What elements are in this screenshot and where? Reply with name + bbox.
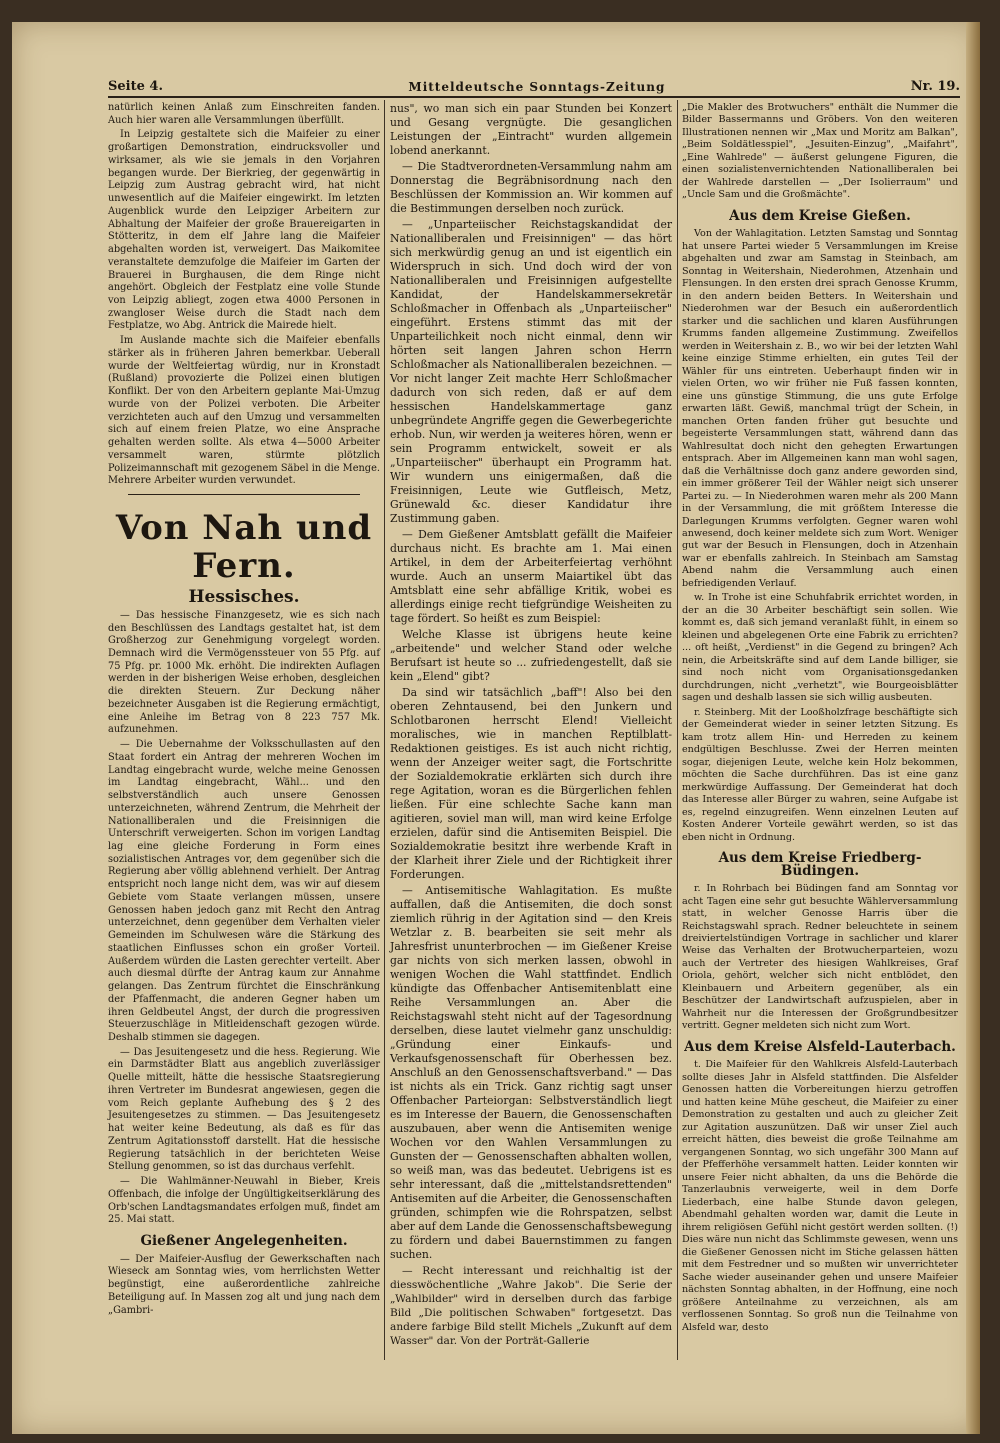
column-1 [108,102,380,1319]
newspaper-title: Mitteldeutsche Sonntags-Zeitung [408,80,666,94]
paragraph: w. In Trohe ist eine Schuhfabrik errichtet worden, in der an die 30 Arbeiter beschäftigt sein sollen. Wie kommt es, daß sich jemand veranlaßt fühlt, in einem so kleinen und abgelegenen Orte eine Fabrik zu errichten? ... oft heißt, „Verdienst" in die Gegend zu bringen? Ach nein, die Arbeitskräfte sind auf dem Lande billiger, sie sind noch nicht vom Organisationsgedanken durchdrungen, nicht „verhetzt", wie Bourgeoisblätter sagen und deshalb lassen sie sich willig ausbeuten. [682,592,958,704]
paragraph: — Recht interessant und reichhaltig ist der diesswöchentliche „Wahre Jakob". Die Serie der „Wahlbilder" wird in derselben durch das farbige Bild „Die politischen Schwaben" fortgesetzt. Das andere farbige Bild stellt Michels „Zukunft auf dem Wasser" dar. Von der Porträt-Gallerie [390,1265,672,1347]
paragraph: — Der Maifeier-Ausflug der Gewerkschaften nach Wieseck am Sonntag wies, vom herrlichsten Wetter begünstigt, eine außerordentliche zahlreiche Beteiligung auf. In Massen zog alt und jung nach dem „Gambri- [108,1253,380,1316]
column-2 [390,102,672,1350]
paragraph: natürlich keinen Anlaß zum Einschreiten fanden. Auch hier waren alle Versammlungen überfüllt. [108,102,380,126]
page-number: Seite 4. [108,79,163,94]
column-divider-1 [384,100,385,1360]
quoted-paragraph: Welche Klasse ist übrigens heute keine „arbeitende" und welcher Stand oder welche Berufsart ist heute so ... zufriedengestellt, daß sie kein „Elend" gibt? [390,628,672,683]
paragraph: Im Auslande machte sich die Maifeier ebenfalls stärker als in früheren Jahren bemerkbar. Ueberall wurde der Weltfeiertag würdig, nur in Kronstadt (Rußland) provozierte die Polizei einen blutigen Konflikt. Der von den Arbeitern geplante Mai-Umzug wurde von der Polizei verboten. Die Arbeiter verzichteten auch auf den Umzug und versammelten sich auf einem freien Platze, wo eine Ansprache gehalten werden sollte. Als etwa 4—5000 Arbeiter versammelt waren, stürmte plötzlich Polizeimannschaft mit gezogenem Säbel in die Menge. Mehrere Arbeiter wurden verwundet. [108,335,380,487]
paragraph: r. In Rohrbach bei Büdingen fand am Sonntag vor acht Tagen eine sehr gut besuchte Wählerversammlung statt, in welcher Genosse Harris über die Reichstagswahl sprach. Redner beleuchtete in seinem dreiviertelstündigen Vortrage in sachlicher und klarer Weise das Verhalten der Brotwucherparteien, wozu auch der Vertreter des hiesigen Wahlkreises, Graf Oriola, gehört, welcher sich nicht entblödet, den Kleinbauern und Arbeitern gegenüber, als ein Beschützer der Landwirtschaft aufzuspielen, aber in Wahrheit nur die Interessen der Großgrundbesitzer vertritt. Gegner meldeten sich nicht zum Wort. [682,883,958,1032]
paragraph: Von der Wahlagitation. Letzten Samstag und Sonntag hat unsere Partei wieder 5 Versammlungen im Kreise abgehalten und zwar am Samstag in Steinbach, am Sonntag in Weitershain, Niederohmen, Atzenhain und Flensungen. In den ersten drei sprach Genosse Krumm, in den andern beiden Betters. In Weitershain und Niederohmen war der Besuch ein außerordentlich starker und die sachlichen und klaren Ausführungen Krumms fanden allgemeine Zustimmung. Zweifellos werden in Weitershain z. B., wo wir bei der letzten Wahl keine einzige Stimme erhielten, ein gutes Teil der Wähler für uns eintreten. Ueberhaupt finden wir in vielen Orten, wo wir früher nie Fuß fassen konnten, eine uns günstige Stimmung, die uns gute Erfolge erwarten läßt. Gewiß, manchmal trügt der Schein, in manchen Orten fanden früher gut besuchte und begeisterte Versammlungen statt, während dann das Wahlresultat doch nicht den gehegten Erwartungen entsprach. Aber im Allgemeinen kann man wohl sagen, daß die Verhältnisse doch ganz andere geworden sind, ein immer größerer Teil der Wähler neigt sich unserer Partei zu. — In Niederohmen waren mehr als 200 Mann in der Versammlung, die mit größtem Interesse die Darlegungen Krumms verfolgten. Gegner waren wohl anwesend, doch keiner meldete sich zum Wort. Weniger gut war der Besuch in Flensungen, doch in Atzenhain war er ebenfalls zahlreich. In Steinbach am Samstag Abend nahm die Versammlung auch einen befriedigenden Verlauf. [682,228,958,589]
paragraph: Da sind wir tatsächlich „baff"! Also bei den oberen Zehntausend, bei den Junkern und Schlotbaronen herrscht Elend! Vielleicht moralisches, wie in manchen Reptilblatt-Redaktionen geistiges. Es ist auch nicht richtig, wenn der Anzeiger weiter sagt, die Fortschritte der Sozialdemokratie erklärten sich durch ihre rege Agitation, woran es die Bürgerlichen fehlen ließen. Für eine schlechte Sache kann man agitieren, soviel man will, man wird keine Erfolge erzielen, dafür sind die Antisemiten Beispiel. Die Sozialdemokratie besitzt ihre werbende Kraft in der Klarheit ihrer Ziele und der Richtigkeit ihrer Forderungen. [390,686,672,881]
subsection-heading: Gießener Angelegenheiten. [140,1233,348,1250]
paragraph: nus", wo man sich ein paar Stunden bei Konzert und Gesang vergnügte. Die gesanglichen Leistungen der „Eintracht" wurden allgemein lobend anerkannt. [390,102,672,157]
column-3 [682,102,958,1336]
region-heading-giessen: Aus dem Kreise Gießen. [729,207,911,224]
paragraph: t. Die Maifeier für den Wahlkreis Alsfeld-Lauterbach sollte dieses Jahr in Alsfeld stattfinden. Die Alsfelder Genossen hatten die Vorbereitungen hierzu getroffen und hatten keine Mühe gescheut, die Maifeier zu einer Demonstration zu gestalten und auch zu gleicher Zeit zur Agitation auszunützen. Daß wir unser Ziel auch erreicht hätten, dies beweist die große Teilnahme am vergangenen Sonntag, wo sich ungefähr 300 Mann auf der Pfefferhöhe versammelt hatten. Leider konnten wir unsere Feier nicht abhalten, da uns die Behörde die Tanzerlaubnis verweigerte, weil in dem Dorfe Liederbach, eine halbe Stunde davon gelegen, Abendmahl gehalten worden war, damit die Leute in ihrem religiösen Gefühl nicht gestört werden sollten. (!) Dies wäre nun nicht das Schlimmste gewesen, wenn uns die Gießener Genossen nicht im Stiche gelassen hätten mit dem Festredner und so mußten wir unverrichteter Sache wieder auseinander gehen und unsere Maifeier nächsten Sonntag abhalten, in der Hoffnung, eine noch größere Anteilnahme zu verzeichnen, als am verflossenen Sonntag. So groß nun die Teilnahme von Alsfeld war, desto [682,1059,958,1333]
region-heading-friedberg: Aus dem Kreise Friedberg-Büdingen. [718,850,922,879]
region-heading-alsfeld: Aus dem Kreise Alsfeld-Lauterbach. [684,1038,956,1055]
page-header [108,74,960,98]
paragraph: — Die Wahlmänner-Neuwahl in Bieber, Kreis Offenbach, die infolge der Ungültigkeitserklärung des Orb'schen Landtagsmandates erfolgen muß, findet am 25. Mai statt. [108,1176,380,1226]
issue-number: Nr. 19. [910,79,960,94]
paragraph: — Dem Gießener Amtsblatt gefällt die Maifeier durchaus nicht. Es brachte am 1. Mai einen Artikel, in dem der Arbeiterfeiertag verhöhnt wurde. Auch an unserm Maiartikel übt das Amtsblatt eine sehr abfällige Kritik, wobei es allerdings einige recht tiefgründige Weisheiten zu tage fördert. So heißt es zum Beispiel: [390,528,672,625]
column-divider-2 [677,100,678,1360]
divider [128,494,360,495]
paragraph: In Leipzig gestaltete sich die Maifeier zu einer großartigen Demonstration, eindrucksvoller und wirksamer, als wie sie jemals in den Vorjahren begangen wurde. Der Bierkrieg, der gegenwärtig in Leipzig zum Austrag gebracht wird, hat nicht unwesentlich auf die Maifeier eingewirkt. Im letzten Augenblick wurde den Leipziger Arbeitern zur Abhaltung der Maifeier der große Brauereigarten in Stötteritz, in dem elf Jahre lang die Maifeier abgehalten worden ist, verweigert. Das Maikomitee veranstaltete demzufolge die Maifeier im Garten der Brauerei in Burghausen, die dem Ringe nicht angehört. Obgleich der Festplatz eine volle Stunde von Leipzig abliegt, zogen etwa 4000 Personen in zwangloser Weise durch die Stadt nach dem Festplatze, wo Abg. Antrick die Mairede hielt. [108,129,380,332]
page-binding [966,22,980,1434]
newspaper-page [12,22,980,1434]
section-title: Von Nah und Fern. [115,508,373,587]
region-heading: Hessisches. [188,587,300,608]
paragraph: — „Unparteiischer Reichstagskandidat der Nationalliberalen und Freisinnigen" — das hört sich merkwürdig genug an und ist eigentlich ein Widerspruch in sich. Und doch wird der von Nationalliberalen und Freisinnigen aufgestellte Kandidat, der Handelskammersekretär Schloßmacher in Offenbach als „Unparteiischer" eingeführt. Erstens stimmt das mit der Unparteilichkeit noch nicht einmal, denn wir hörten seit langen Jahren schon Herrn Schloßmacher als Nationalliberalen bezeichnen. — Vor nicht langer Zeit machte Herr Schloßmacher dadurch von sich reden, daß er auf dem hessischen Handelskammertage ganz unbegründete Angriffe gegen die Gewerbegerichte erhob. Nun, wir werden ja weiteres hören, wenn er sein Programm entwickelt, soweit er als „Unparteiischer" überhaupt ein Programm hat. Wir wundern uns einigermaßen, daß die Freisinnigen, Leute wie Gutfleisch, Metz, Grünewald &c. dieser Kandidatur ihre Zustimmung gaben. [390,218,672,525]
paragraph: — Die Uebernahme der Volksschullasten auf den Staat fordert ein Antrag der mehreren Wochen im Landtag eingebracht wurde, welche meine Genossen im Landtag eingebracht, Wähl... und den selbstverständlich auch unsere Genossen unterzeichneten, während Zentrum, die Mehrheit der Nationalliberalen und die Freisinnigen die Unterschrift verweigerten. Schon im vorigen Landtag lag eine gleiche Forderung in Form eines sozialistischen Antrages vor, dem gegenüber sich die Regierung aber völlig ablehnend verhielt. Der Antrag entspricht noch lange nicht dem, was wir auf diesem Gebiete vom Staate verlangen müssen, unsere Genossen haben jedoch ganz mit Recht den Antrag unterzeichnet, denn gegenüber dem Verhalten vieler Gemeinden im Schulwesen wäre die Stärkung des staatlichen Einflusses schon ein großer Vorteil. Außerdem würden die Lasten gerechter verteilt. Aber auch diesmal dürfte der Antrag kaum zur Annahme gelangen. Das Zentrum fürchtet die Einschränkung der Pfaffenmacht, die anderen Gegner haben um ihren Geldbeutel Angst, der durch die progressiven Steuerzuschläge in Mitleidenschaft gezogen würde. Deshalb stimmen sie dagegen. [108,739,380,1043]
paragraph: — Antisemitische Wahlagitation. Es mußte auffallen, daß die Antisemiten, die doch sonst ziemlich rührig in der Agitation sind — den Kreis Wetzlar z. B. bearbeiten sie seit mehr als Jahresfrist ununterbrochen — im Gießener Kreise gar nichts von sich merken lassen, obwohl in wenigen Wochen die Wahl stattfindet. Endlich kündigte das Offenbacher Antisemitenblatt eine Reihe Versammlungen an. Aber die Reichstagswahl steht nicht auf der Tagesordnung derselben, diese lautet vielmehr ganz unschuldig: „Gründung einer Einkaufs- und Verkaufsgenossenschaft für Oberhessen bez. Anschluß an den Genossenschaftsverband." — Das ist nichts als ein Trick. Ganz richtig sagt unser Offenbacher Parteiorgan: Selbstverständlich liegt es im Interesse der Bauern, die Genossenschaften auszubauen, aber wenn die Antisemiten wenige Wochen vor den Wahlen Versammlungen zu Gunsten der — Genossenschaften abhalten wollen, so weiß man, was das bedeutet. Uebrigens ist es sehr interessant, daß die „mittelstandsrettenden" Antisemiten auf die Arbeiter, die Genossenschaften gründen, schimpfen wie die Rohrspatzen, selbst aber auf dem Lande die Genossenschaftsbewegung zu fördern und dabei Bauernstimmen zu fangen suchen. [390,884,673,1261]
paragraph: — Das hessische Finanzgesetz, wie es sich nach den Beschlüssen des Landtags gestaltet hat, ist dem Großherzog zur Genehmigung vorgelegt worden. Demnach wird die Vermögenssteuer von 55 Pfg. auf 75 Pfg. pr. 1000 Mk. erhöht. Die indirekten Auflagen werden in der bisherigen Weise erhoben, desgleichen die direkten Steuern. Zur Deckung näher bezeichneter Ausgaben ist die Regierung ermächtigt, eine Anleihe im Betrag von 8 223 757 Mk. aufzunehmen. [108,609,380,736]
paragraph: r. Steinberg. Mit der Looßholzfrage beschäftigte sich der Gemeinderat wieder in seiner letzten Sitzung. Es kam trotz allem Hin- und Herreden zu keinem endgültigen Beschlusse. Zwei der Herren meinten sogar, diejenigen Leute, welche kein Holz bekommen, möchten die Sache durchführen. Das ist eine ganz merkwürdige Auffassung. Der Gemeinderat hat doch das Interesse aller Bürger zu wahren, seine Aufgabe ist es, regelnd einzugreifen. Wenn einzelnen Leuten auf Kosten Anderer Vorteile gewährt werden, so ist das eben nicht in Ordnung. [682,706,958,843]
paragraph: — Die Stadtverordneten-Versammlung nahm am Donnerstag die Begräbnisordnung nach den Beschlüssen der Kommission an. Wir kommen auf die Bestimmungen derselben noch zurück. [390,160,672,215]
paragraph: „Die Makler des Brotwuchers" enthält die Nummer die Bilder Bassermanns und Gröbers. Von den weiteren Illustrationen nennen wir „Max und Moritz am Balkan", „Beim Soldätlesspiel", „Jesuiten-Einzug", „Maifahrt", „Eine Wahlrede" — äußerst gelungene Figuren, die einen sozialistenvernichtenden Nationalliberalen bei der Wahlrede darstellen — „Der Isolierraum" und „Uncle Sam und die Großmächte". [682,102,958,201]
paragraph: — Das Jesuitengesetz und die hess. Regierung. Wie ein Darmstädter Blatt aus angeblich zuverlässiger Quelle mitteilt, hätte die hessische Staatsregierung ihren Vertreter im Bundesrat angewiesen, gegen die vom Reich geplante Aufhebung des § 2 des Jesuitengesetzes zu stimmen. — Das Jesuitengesetz hat weiter keine Bedeutung, als daß es für das Zentrum Agitationsstoff darstellt. Hat die hessische Regierung tatsächlich in der berichteten Weise Stellung genommen, so ist das durchaus verfehlt. [108,1046,380,1173]
